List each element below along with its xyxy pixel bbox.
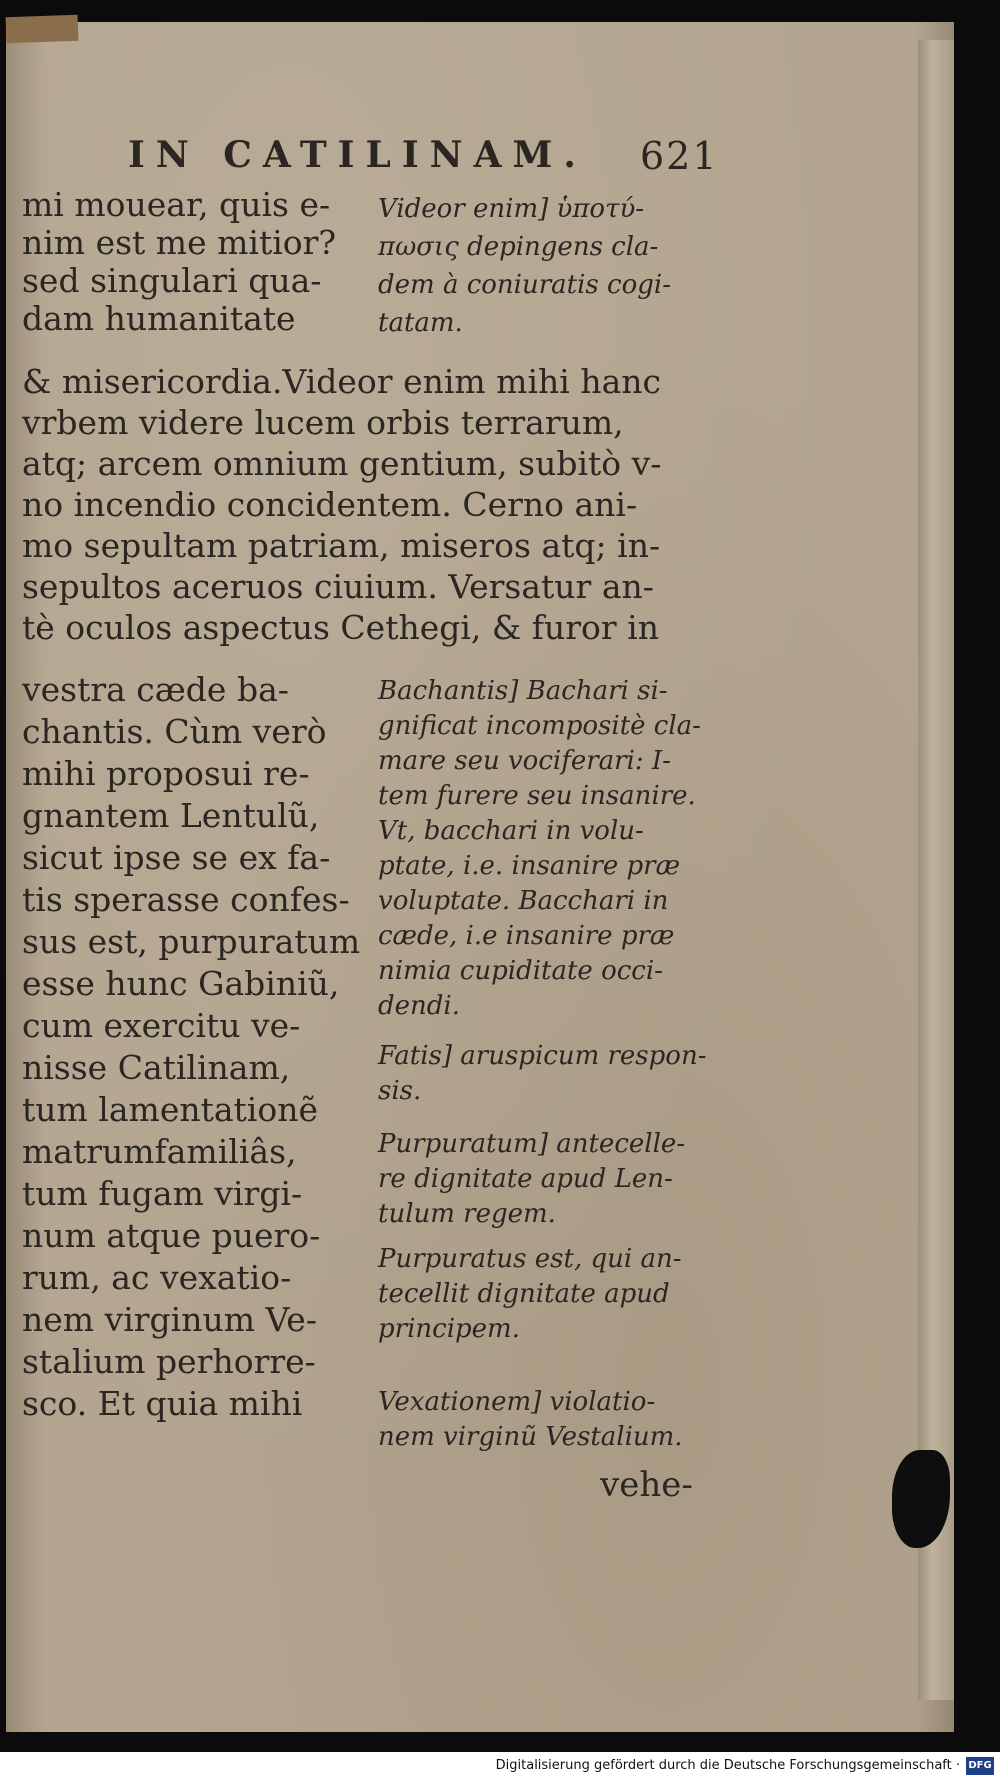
dfg-logo: DFG — [966, 1757, 994, 1775]
gloss-line: Vexationem] violatio- — [378, 1387, 656, 1417]
gloss-line: Bachantis] Bachari si- — [378, 676, 668, 706]
main-line: mo sepultam patriam, miseros atq; in- — [22, 526, 661, 565]
gloss-line: principem. — [378, 1314, 520, 1344]
running-head: IN CATILINAM. — [128, 134, 587, 176]
main-line: no incendio concidentem. Cerno ani- — [22, 485, 638, 524]
gloss-line: tulum regem. — [378, 1199, 556, 1229]
main-line: sus est, purpuratum — [22, 922, 361, 961]
digitization-footer — [0, 1752, 1000, 1783]
main-line: nim est me mitior? — [22, 223, 337, 262]
main-line: mi mouear, quis e- — [22, 185, 331, 224]
main-line: chantis. Cùm verò — [22, 712, 327, 751]
funding-credit: Digitalisierung gefördert durch die Deutsche Forschungsgemeinschaft · — [495, 1758, 960, 1773]
main-line: mihi proposui re- — [22, 754, 310, 793]
main-line: atq; arcem omnium gentium, subitò v- — [22, 444, 662, 483]
page-number: 621 — [640, 134, 719, 178]
main-line: stalium perhorre- — [22, 1342, 316, 1381]
gloss-line: dem à coniuratis cogi- — [378, 270, 671, 300]
gloss-line: tatam. — [378, 308, 463, 338]
main-line: cum exercitu ve- — [22, 1006, 301, 1045]
main-line: vrbem videre lucem orbis terrarum, — [22, 403, 624, 442]
main-line: tis sperasse confes- — [22, 880, 350, 919]
main-line: sepultos aceruos ciuium. Versatur an- — [22, 567, 654, 606]
main-line: matrumfamiliâs, — [22, 1132, 297, 1171]
gloss-line: Fatis] aruspicum respon- — [378, 1041, 707, 1071]
gloss-line: πωσις depingens cla- — [378, 232, 659, 262]
main-line: tum lamentationẽ — [22, 1090, 319, 1129]
gloss-line: Videor enim] ὑποτύ- — [378, 194, 645, 224]
gloss-line: Vt, bacchari in volu- — [378, 816, 644, 846]
gloss-line: sis. — [378, 1076, 422, 1106]
main-line: rum, ac vexatio- — [22, 1258, 292, 1297]
main-line: nisse Catilinam, — [22, 1048, 291, 1087]
gloss-line: tecellit dignitate apud — [378, 1279, 670, 1309]
main-line: sco. Et quia mihi — [22, 1384, 303, 1423]
main-line: gnantem Lentulũ, — [22, 796, 320, 835]
main-line: dam humanitate — [22, 299, 296, 338]
main-line: sicut ipse se ex fa- — [22, 838, 331, 877]
main-line: nem virginum Ve- — [22, 1300, 317, 1339]
gloss-line: tem furere seu insanire. — [378, 781, 696, 811]
catchword: vehe- — [600, 1465, 693, 1505]
gloss-line: gnificat incompositè cla- — [378, 711, 701, 741]
main-line: tum fugam virgi- — [22, 1174, 303, 1213]
gloss-line: voluptate. Bacchari in — [378, 886, 669, 916]
gloss-line: Purpuratum] antecelle- — [378, 1129, 686, 1159]
gloss-line: Purpuratus est, qui an- — [378, 1244, 682, 1274]
gloss-line: re dignitate apud Len- — [378, 1164, 673, 1194]
main-line: tè oculos aspectus Cethegi, & furor in — [22, 608, 659, 647]
page-corner-damage — [6, 15, 79, 43]
main-line: num atque puero- — [22, 1216, 321, 1255]
main-line: & misericordia.Videor enim mihi hanc — [22, 362, 661, 401]
main-line: esse hunc Gabiniũ, — [22, 964, 340, 1003]
gloss-line: nem virginũ Vestalium. — [378, 1422, 683, 1452]
gloss-line: nimia cupiditate occi- — [378, 956, 663, 986]
gloss-line: dendi. — [378, 991, 460, 1021]
main-line: sed singulari qua- — [22, 261, 322, 300]
main-line: vestra cæde ba- — [22, 670, 289, 709]
gloss-line: mare seu vociferari: I- — [378, 746, 671, 776]
gloss-line: cæde, i.e insanire præ — [378, 921, 675, 951]
gloss-line: ptate, i.e. insanire præ — [378, 851, 681, 881]
